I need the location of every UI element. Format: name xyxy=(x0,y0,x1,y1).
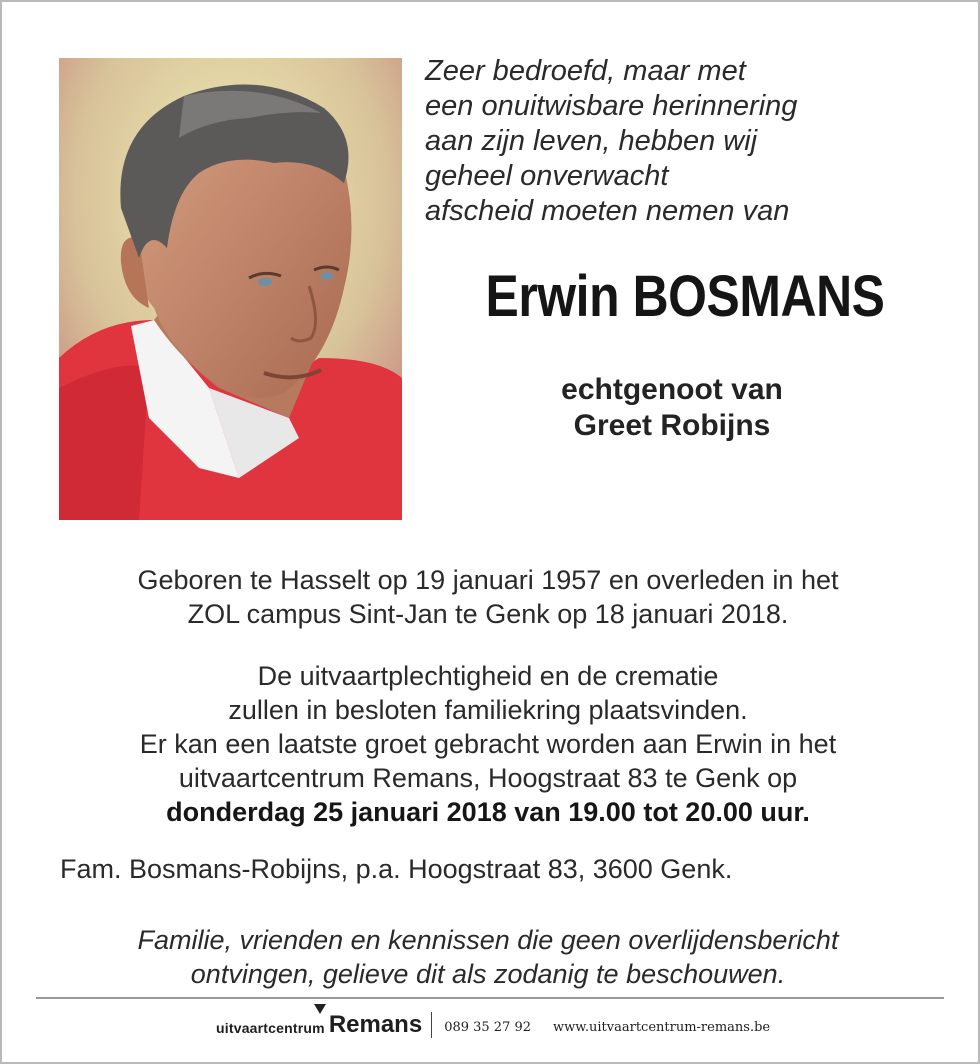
family-address: Fam. Bosmans-Robijns, p.a. Hoogstraat 83, 3600 Genk. xyxy=(60,854,733,884)
intro-line: Zeer bedroefd, maar met xyxy=(425,55,746,87)
intro-line: afscheid moeten nemen van xyxy=(425,195,790,227)
paragraph-line: zullen in besloten familiekring plaatsvinden. xyxy=(228,695,748,725)
paragraph-line: uitvaartcentrum Remans, Hoogstraat 83 te Genk op xyxy=(178,763,798,793)
footer-logo-word: uitvaartcentrum xyxy=(216,1020,325,1036)
portrait-photo xyxy=(59,58,402,520)
footer xyxy=(216,1010,770,1040)
paragraph-line: Er kan een laatste groet gebracht worden aan Erwin in het xyxy=(139,729,837,759)
closing-line: Familie, vrienden en kennissen die geen overlijdensbericht xyxy=(137,925,839,955)
spouse-block xyxy=(462,372,882,444)
spouse-relation: echtgenoot van xyxy=(561,373,783,406)
closing-line: ontvingen, gelieve dit als zodanig te beschouwen. xyxy=(190,959,786,989)
deceased-name: Erwin BOSMANS xyxy=(485,264,885,329)
spouse-name: Greet Robijns xyxy=(573,409,771,442)
footer-divider xyxy=(36,997,944,999)
footer-separator xyxy=(431,1012,432,1038)
intro-text xyxy=(425,54,945,229)
intro-line: een onuitwisbare herinnering xyxy=(425,90,798,122)
ceremony-datetime: donderdag 25 januari 2018 van 19.00 tot 20.00 uur. xyxy=(166,797,810,827)
paragraph-line: De uitvaartplechtigheid en de crematie xyxy=(257,661,719,691)
birth-death-paragraph xyxy=(0,563,976,631)
paragraph-line: ZOL campus Sint-Jan te Genk op 18 januari 2018. xyxy=(187,599,789,629)
footer-logo-brand: Remans xyxy=(328,1011,423,1038)
footer-phone: 089 35 27 92 xyxy=(444,1019,532,1035)
closing-note xyxy=(0,923,976,991)
ceremony-paragraph xyxy=(0,659,976,829)
intro-line: aan zijn leven, hebben wij xyxy=(425,125,758,157)
intro-line: geheel onverwacht xyxy=(425,160,669,192)
paragraph-line: Geboren te Hasselt op 19 januari 1957 en overleden in het xyxy=(137,565,839,595)
footer-website-link[interactable]: www.uitvaartcentrum-remans.be xyxy=(553,1019,771,1035)
